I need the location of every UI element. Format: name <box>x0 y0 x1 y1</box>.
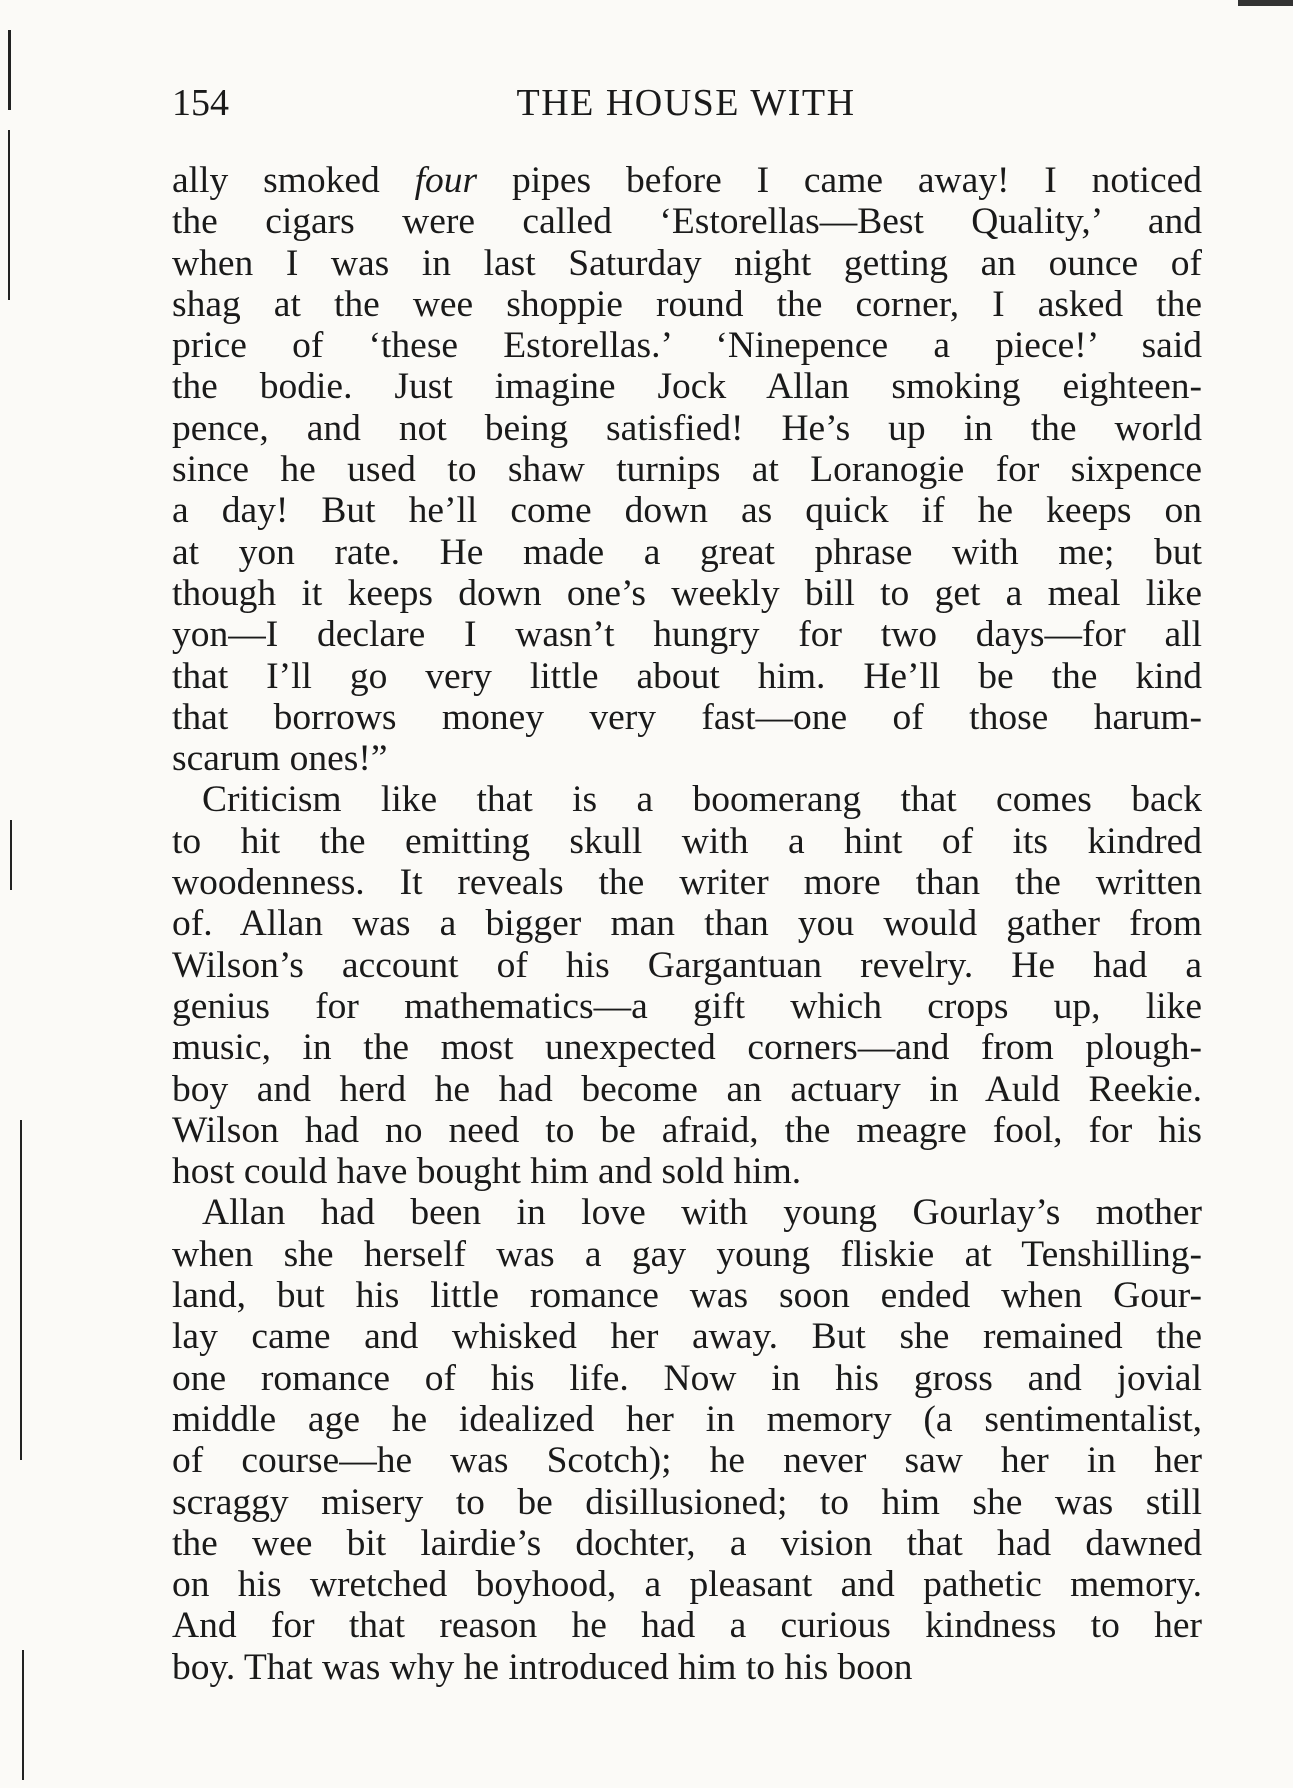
scan-edge-mark <box>1238 0 1293 6</box>
text-line: at yon rate. He made a great phrase with me; but <box>172 531 1202 573</box>
text-line: the wee bit lairdie’s dochter, a vision that had dawned <box>172 1522 1202 1564</box>
text-line: yon—I declare I wasn’t hungry for two days—for all <box>172 614 1202 656</box>
binding-edge-shadow <box>20 1120 22 1460</box>
binding-edge-shadow <box>10 820 12 890</box>
text-line: shag at the wee shoppie round the corner, I asked the <box>172 283 1202 325</box>
text-line: the cigars were called ‘Estorellas—Best Quality,’ and <box>172 201 1202 243</box>
text-line: scraggy misery to be disillusioned; to him she was still <box>172 1481 1202 1523</box>
text-line: though it keeps down one’s weekly bill to get a meal like <box>172 572 1202 614</box>
paragraph-p2 <box>172 779 1202 1192</box>
text-line: a day! But he’ll come down as quick if he keeps on <box>172 490 1202 532</box>
text-line: boy. That was why he introduced him to his boon <box>172 1646 913 1688</box>
text-line: when I was in last Saturday night getting an ounce of <box>172 242 1202 284</box>
binding-edge-shadow <box>22 1650 24 1780</box>
text-line: when she herself was a gay young fliskie at Tenshilling- <box>172 1233 1202 1275</box>
text-line: of course—he was Scotch); he never saw her in her <box>172 1440 1202 1482</box>
text-line: genius for mathematics—a gift which crops up, like <box>172 985 1202 1027</box>
text-line: woodenness. It reveals the writer more than the written <box>172 862 1202 904</box>
text-line: that borrows money very fast—one of those harum- <box>172 696 1202 738</box>
text-line: Criticism like that is a boomerang that comes back <box>202 779 1202 821</box>
page-number: 154 <box>172 82 229 124</box>
text-line: middle age he idealized her in memory (a sentimentalist, <box>172 1398 1202 1440</box>
body-text <box>172 160 1202 1688</box>
text-line: Allan had been in love with young Gourlay’s mother <box>202 1192 1202 1234</box>
text-line: scarum ones!” <box>172 738 388 780</box>
binding-edge-shadow <box>8 30 11 110</box>
text-line: that I’ll go very little about him. He’ll be the kind <box>172 655 1202 697</box>
text-line: the bodie. Just imagine Jock Allan smoking eighteen- <box>172 366 1202 408</box>
text-line: ally smoked four pipes before I came away! I noticed <box>172 160 1203 201</box>
text-line: Wilson’s account of his Gargantuan revelry. He had a <box>172 944 1202 986</box>
text-line: music, in the most unexpected corners—and from plough- <box>172 1027 1202 1069</box>
text-line: lay came and whisked her away. But she remained the <box>172 1316 1202 1358</box>
text-line: of. Allan was a bigger man than you would gather from <box>172 903 1202 945</box>
running-head: THE HOUSE WITH <box>516 82 856 124</box>
text-line: And for that reason he had a curious kindness to her <box>172 1605 1202 1647</box>
text-line: on his wretched boyhood, a pleasant and pathetic memory. <box>172 1564 1202 1606</box>
text-line: pence, and not being satisfied! He’s up in the world <box>172 407 1202 449</box>
binding-edge-shadow <box>8 130 10 300</box>
paragraph-p3 <box>172 1192 1202 1688</box>
text-line: one romance of his life. Now in his gross and jovial <box>172 1357 1202 1399</box>
text-line: price of ‘these Estorellas.’ ‘Ninepence a piece!’ said <box>172 325 1202 367</box>
paragraph-p1 <box>172 160 1202 779</box>
text-line: since he used to shaw turnips at Loranogie for sixpence <box>172 449 1202 491</box>
page-header <box>172 78 1200 128</box>
text-line: Wilson had no need to be afraid, the meagre fool, for his <box>172 1109 1202 1151</box>
text-line: boy and herd he had become an actuary in Auld Reekie. <box>172 1068 1202 1110</box>
text-line: land, but his little romance was soon ended when Gour- <box>172 1275 1202 1317</box>
text-line: host could have bought him and sold him. <box>172 1151 802 1193</box>
text-line: to hit the emitting skull with a hint of its kindred <box>172 820 1202 862</box>
